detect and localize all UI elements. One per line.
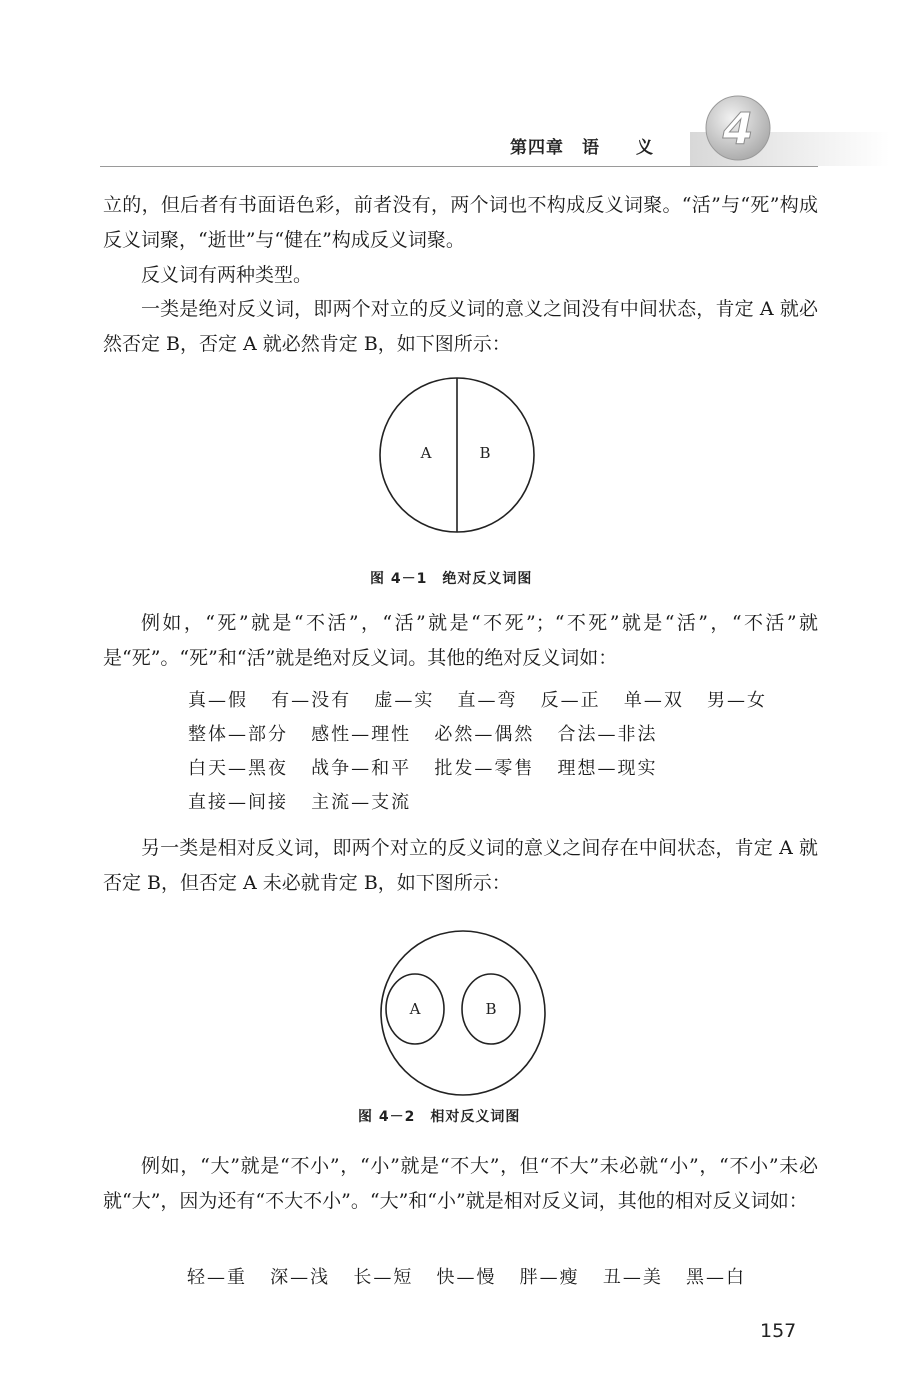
region-b-label: B bbox=[479, 444, 491, 462]
paragraph-relative-antonyms: 另一类是相对反义词，即两个对立的反义词的意义之间存在中间状态，肯定 A 就否定 B，但否定 A 未必就肯定 B，如下图所示： bbox=[103, 837, 818, 894]
paragraph-relative-example: 例如，“大”就是“不小”，“小”就是“不大”，但“不大”未必就“小”，“不小”未必就“大”，因为还有“不大不小”。“大”和“小”就是相对反义词，其他的相对反义词如： bbox=[103, 1155, 818, 1212]
page-number: 157 bbox=[760, 1320, 797, 1342]
region-b-label: B bbox=[485, 1000, 497, 1018]
paragraph-absolute-example: 例如，“死”就是“不活”，“活”就是“不死”；“不死”就是“活”，“不活”就是“死”。“死”和“活”就是绝对反义词。其他的绝对反义词如： bbox=[103, 612, 818, 669]
figure-caption-1: 图 4－1 绝对反义词图 bbox=[370, 571, 533, 587]
relative-pairs-row-1: 轻—重 深—浅 长—短 快—慢 胖—瘦 丑—美 黑—白 bbox=[187, 1267, 746, 1288]
absolute-pairs-row-2: 整体—部分 感性—理性 必然—偶然 合法—非法 bbox=[188, 724, 658, 745]
chapter-number: 4 bbox=[722, 104, 754, 155]
absolute-pairs-row-4: 直接—间接 主流—支流 bbox=[188, 792, 412, 813]
header-rule bbox=[100, 166, 818, 167]
paragraph-types-intro: 反义词有两种类型。 bbox=[141, 264, 313, 286]
absolute-pairs-row-3: 白天—黑夜 战争—和平 批发—零售 理想—现实 bbox=[188, 758, 658, 779]
section-label-2: 义 bbox=[636, 138, 654, 158]
section-label: 语 bbox=[582, 138, 600, 158]
running-header bbox=[510, 133, 654, 158]
region-a-label: A bbox=[420, 444, 432, 462]
chapter-badge bbox=[690, 92, 890, 170]
paragraph-continued: 立的，但后者有书面语色彩，前者没有，两个词也不构成反义词聚。“活”与“死”构成反义词聚，“逝世”与“健在”构成反义词聚。 bbox=[103, 194, 818, 251]
figure-caption-2: 图 4－2 相对反义词图 bbox=[358, 1109, 521, 1125]
relative-antonym-diagram bbox=[365, 928, 560, 1098]
region-a-label: A bbox=[409, 1000, 421, 1018]
absolute-antonym-diagram bbox=[375, 375, 540, 535]
chapter-label: 第四章 bbox=[510, 138, 564, 158]
absolute-pairs-row-1: 真—假 有—没有 虚—实 直—弯 反—正 单—双 男—女 bbox=[188, 690, 767, 711]
paragraph-absolute-antonyms: 一类是绝对反义词，即两个对立的反义词的意义之间没有中间状态，肯定 A 就必然否定 B，否定 A 就必然肯定 B，如下图所示： bbox=[103, 298, 818, 355]
